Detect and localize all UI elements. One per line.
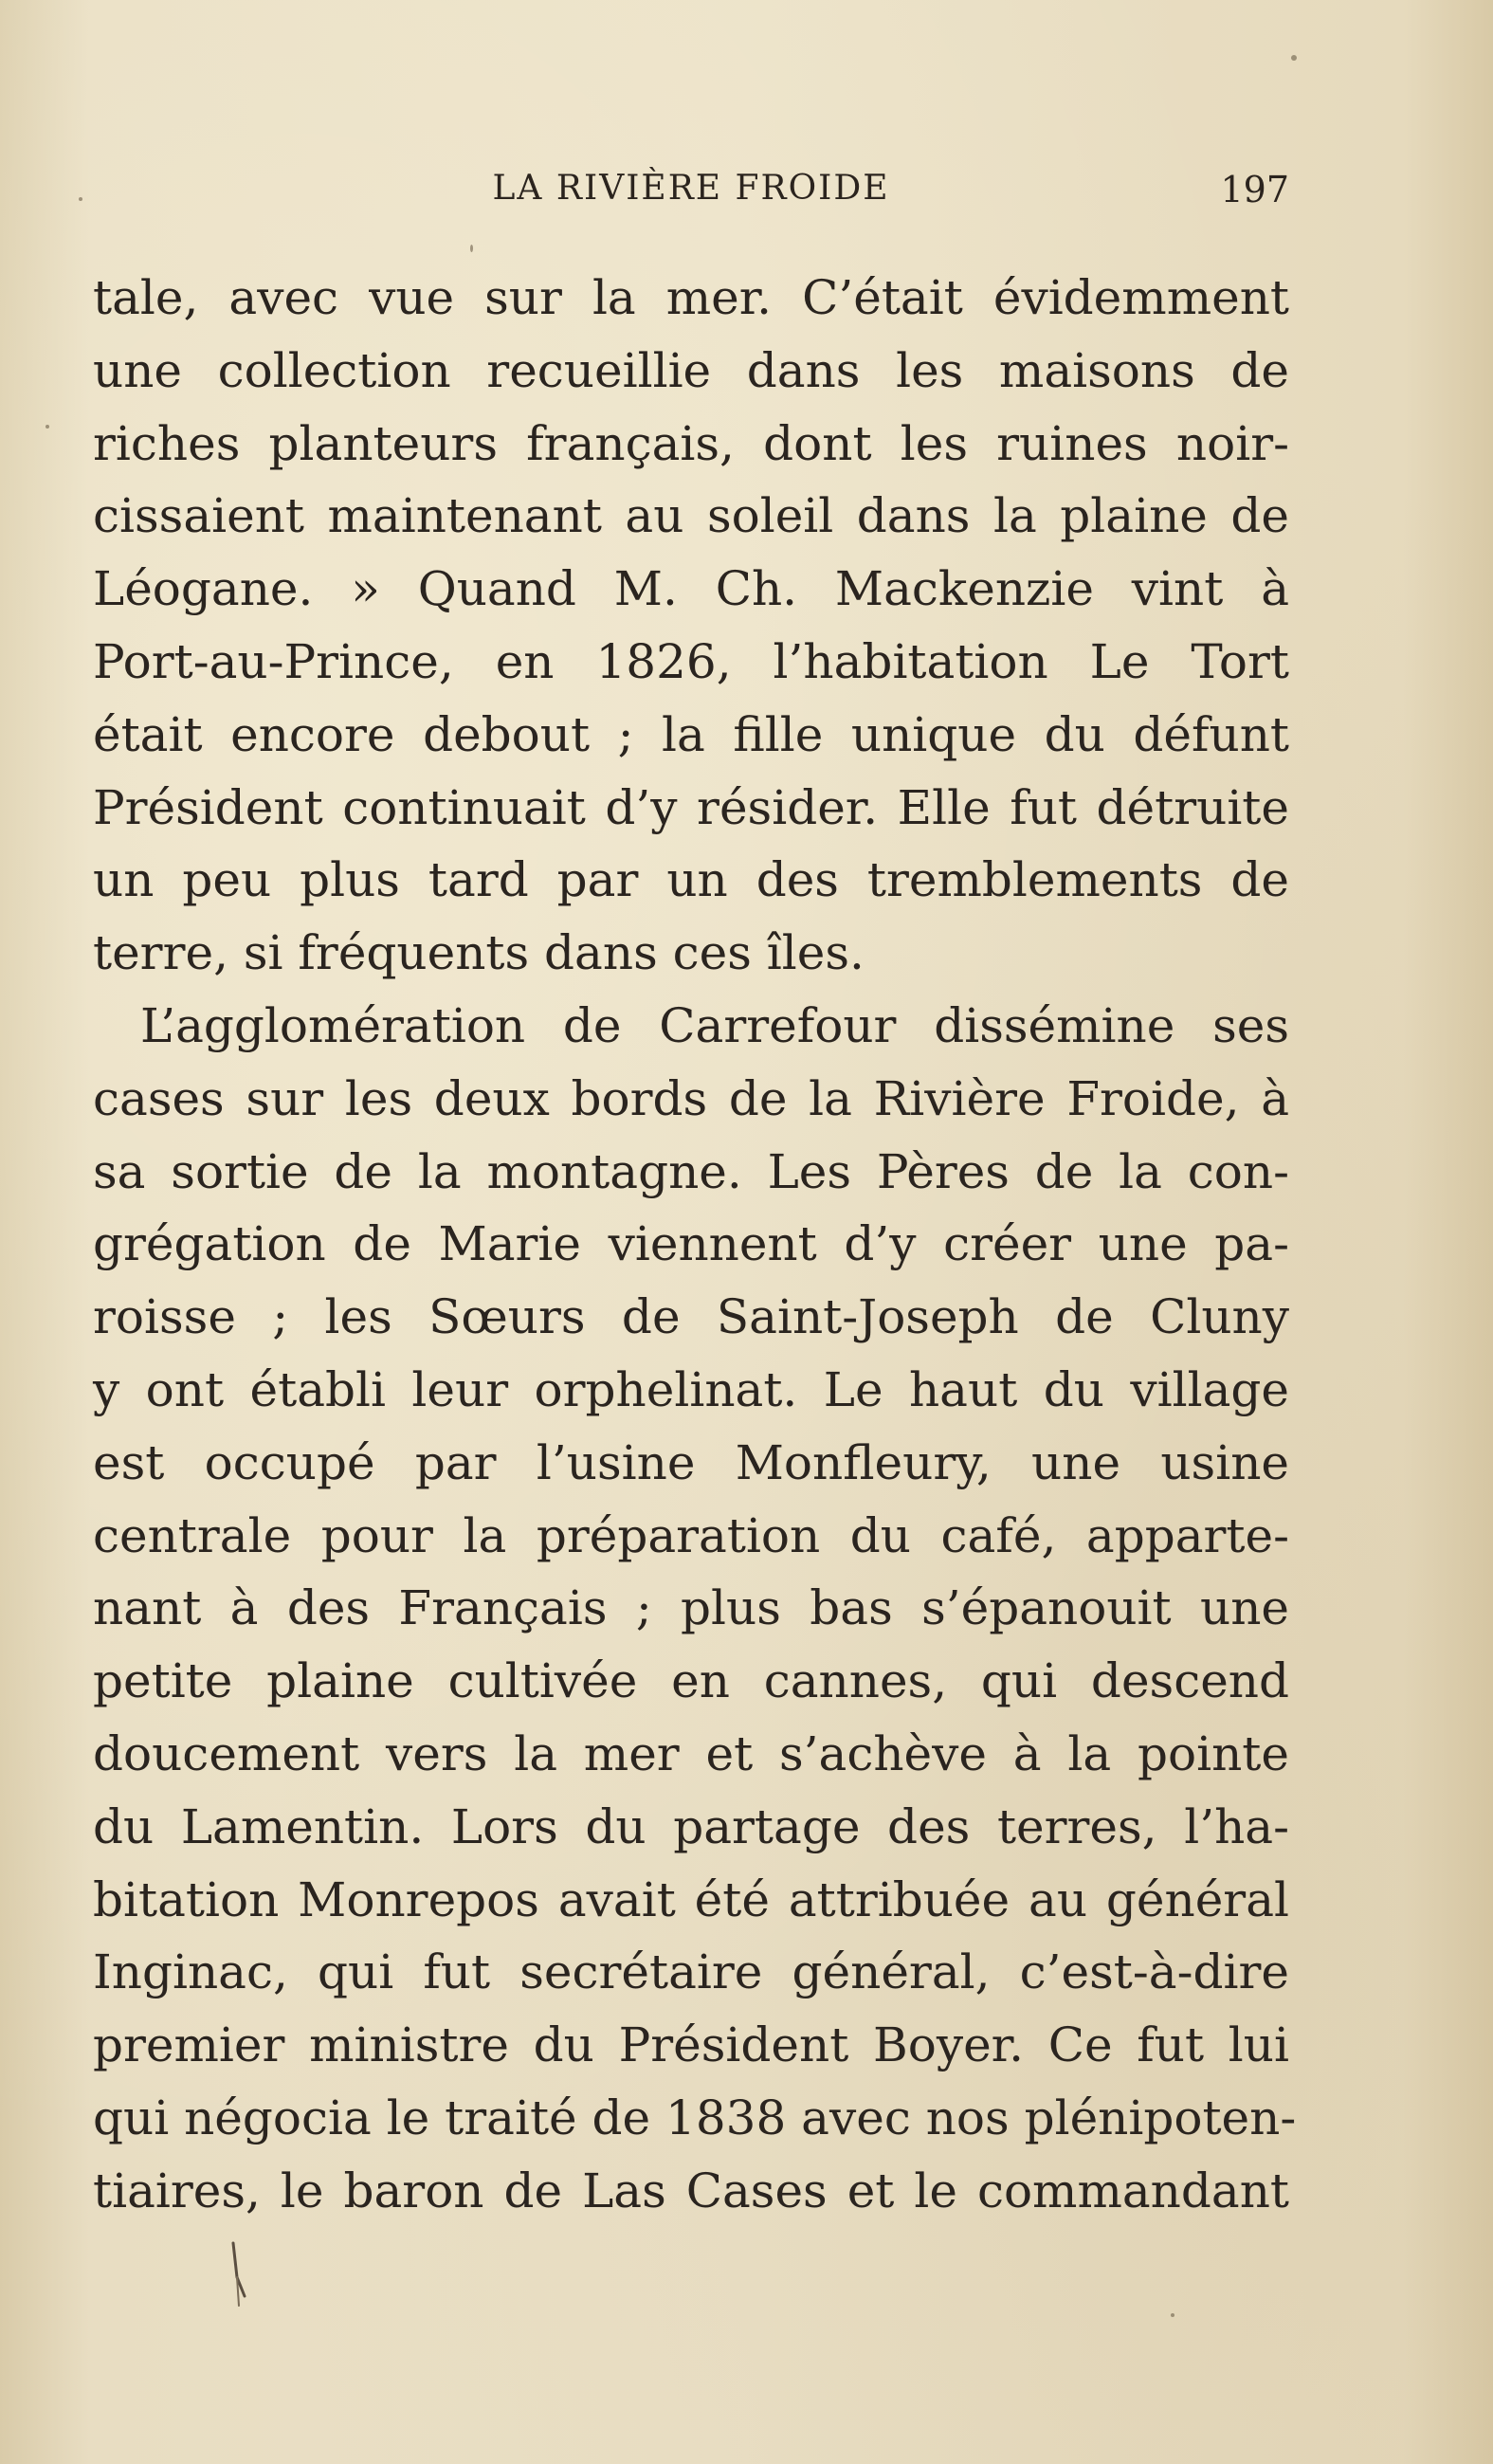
text-line: qui négocia le traité de 1838 avec nos plénipoten- bbox=[93, 2090, 1297, 2145]
text-line: L’agglomération de Carrefour dissémine ses bbox=[140, 997, 1289, 1053]
text-line: roisse ; les Sœurs de Saint-Joseph de Cluny bbox=[93, 1289, 1289, 1345]
text-line: premier ministre du Président Boyer. Ce fut lui bbox=[93, 2017, 1289, 2073]
text-line: nant à des Français ; plus bas s’épanouit une bbox=[93, 1580, 1289, 1636]
pencil-mark bbox=[226, 2239, 254, 2334]
paper-speck bbox=[1171, 2313, 1174, 2317]
text-line: une collection recueillie dans les maisons de bbox=[93, 342, 1289, 398]
text-line: était encore debout ; la fille unique du défunt bbox=[93, 706, 1289, 762]
text-line: Port-au-Prince, en 1826, l’habitation Le Tort bbox=[93, 633, 1289, 689]
running-head bbox=[93, 169, 1289, 222]
text-line: Inginac, qui fut secrétaire général, c’est-à-dire bbox=[93, 1944, 1289, 2000]
text-line: un peu plus tard par un des tremblements de bbox=[93, 852, 1289, 908]
text-line: grégation de Marie viennent d’y créer une pa- bbox=[93, 1216, 1289, 1272]
paper-speck bbox=[46, 425, 49, 429]
body-text bbox=[93, 262, 1297, 2228]
text-line: cissaient maintenant au soleil dans la plaine de bbox=[93, 488, 1289, 544]
text-line: doucement vers la mer et s’achève à la pointe bbox=[93, 1725, 1289, 1781]
text-line: du Lamentin. Lors du partage des terres, l’ha- bbox=[93, 1798, 1289, 1854]
text-line: centrale pour la préparation du café, apparte- bbox=[93, 1507, 1289, 1563]
text-line: sa sortie de la montagne. Les Pères de la con- bbox=[93, 1143, 1289, 1199]
text-line: cases sur les deux bords de la Rivière Froide, à bbox=[93, 1070, 1289, 1126]
text-line: petite plaine cultivée en cannes, qui descend bbox=[93, 1653, 1289, 1709]
text-line: y ont établi leur orphelinat. Le haut du village bbox=[93, 1361, 1289, 1417]
paper-speck bbox=[1291, 55, 1297, 61]
text-line: tiaires, le baron de Las Cases et le commandant bbox=[93, 2163, 1289, 2218]
text-line: Président continuait d’y résider. Elle fut détruite bbox=[93, 779, 1289, 835]
text-line: riches planteurs français, dont les ruines noir- bbox=[93, 415, 1289, 471]
running-title: LA RIVIÈRE FROIDE bbox=[492, 169, 890, 208]
text-line: bitation Monrepos avait été attribuée au général bbox=[93, 1871, 1289, 1927]
paper-speck bbox=[79, 197, 82, 201]
text-line: est occupé par l’usine Monfleury, une usine bbox=[93, 1434, 1289, 1490]
text-line: terre, si fréquents dans ces îles. bbox=[93, 925, 865, 981]
paper-speck bbox=[470, 245, 473, 252]
page-number: 197 bbox=[1220, 169, 1289, 210]
text-line: Léogane. » Quand M. Ch. Mackenzie vint à bbox=[93, 561, 1289, 617]
text-line: tale, avec vue sur la mer. C’était évidemment bbox=[93, 270, 1289, 325]
